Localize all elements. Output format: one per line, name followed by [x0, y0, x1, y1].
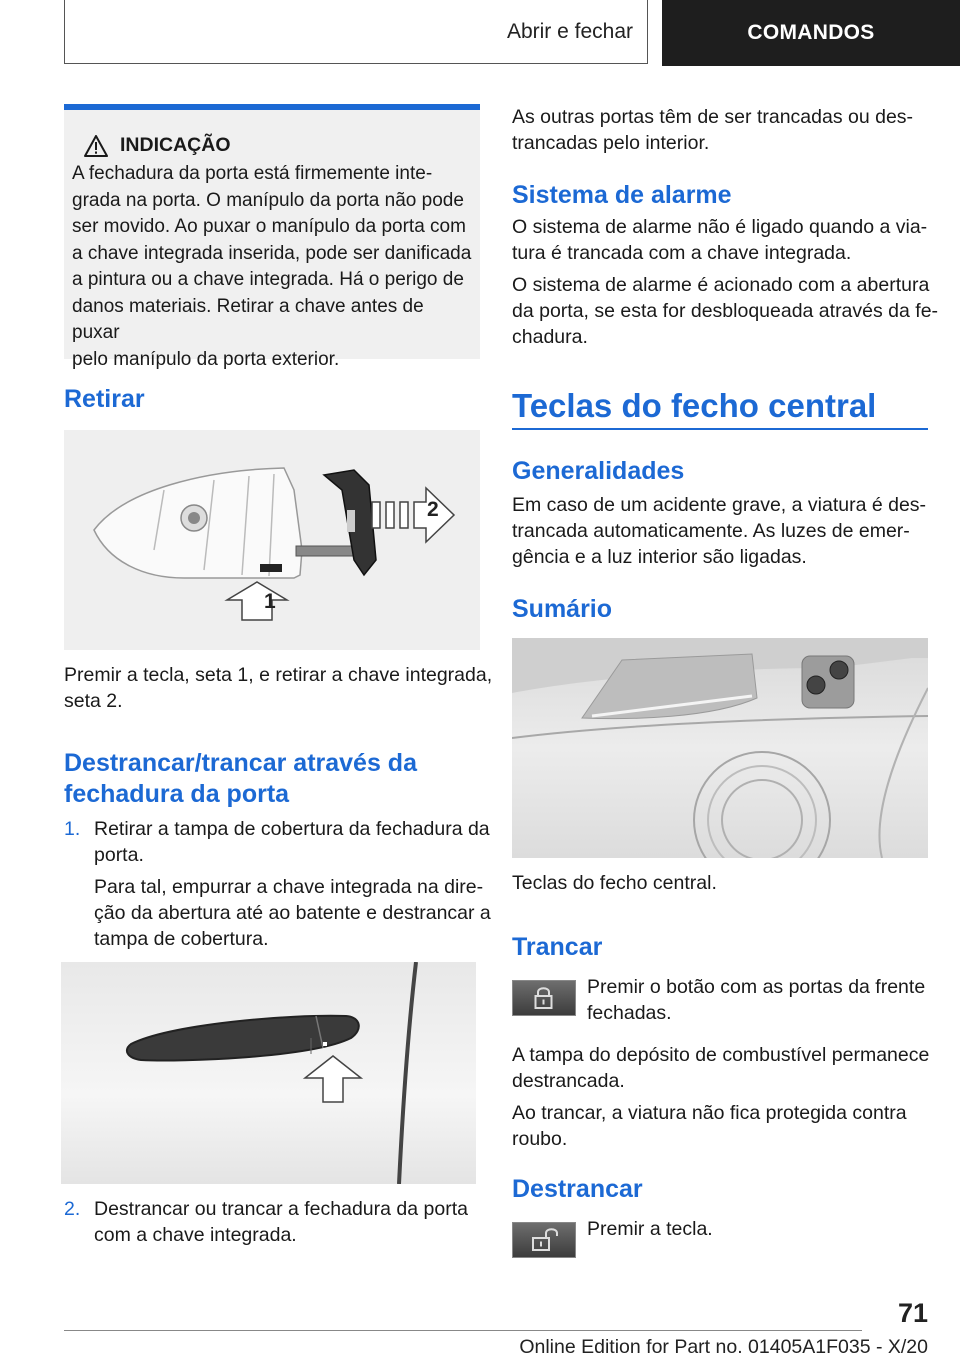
step-sub-text: Para tal, empurrar a chave integrada na dire- [94, 876, 484, 898]
alarme-line: da porta, se esta for desbloqueada através da fe- [512, 300, 939, 322]
heading-destrancar: Destrancar [512, 1175, 643, 1203]
alarme-line: O sistema de alarme não é ligado quando a via- [512, 216, 928, 238]
header-section: Abrir e fechar [506, 19, 633, 43]
step-number: 2. [64, 1198, 81, 1220]
heading-alarme: Sistema de alarme [512, 181, 732, 209]
warning-line: A fechadura da porta está firmemente inte- [72, 163, 433, 184]
heading-teclas: Teclas do fecho central [512, 387, 877, 424]
door-handle-illustration [61, 962, 476, 1184]
heading-retirar: Retirar [64, 385, 145, 413]
warning-line: danos materiais. Retirar a chave antes de puxar [72, 295, 424, 343]
header-chapter: COMANDOS [747, 21, 875, 44]
alarme-line: tura é trancada com a chave integrada. [512, 242, 852, 264]
generalidades-line: gência e a luz interior são ligadas. [512, 546, 807, 568]
trancar-p3-line: roubo. [512, 1128, 568, 1150]
warning-line: pelo manípulo da porta exterior. [72, 348, 340, 370]
generalidades-line: Em caso de um acidente grave, a viatura é des- [512, 494, 927, 516]
lock-icon [513, 981, 574, 1014]
footer-edition: Online Edition for Part no. 01405A1F035 - X/20 [519, 1336, 928, 1358]
door-panel-illustration [512, 638, 928, 858]
warning-line: ser movido. Ao puxar o manípulo da porta com [72, 216, 466, 237]
title-rule [512, 428, 928, 430]
step-1 [64, 816, 490, 842]
warning-line: a pintura ou a chave integrada. Há o perigo de [72, 269, 464, 290]
step-2 [64, 1196, 468, 1222]
intro-line: As outras portas têm de ser trancadas ou des- [512, 106, 914, 128]
trancar-line: Premir o botão com as portas da frente [587, 976, 926, 998]
unlock-icon [513, 1223, 574, 1256]
trancar-p2-line: A tampa do depósito de combustível permanece [512, 1044, 930, 1066]
heading-trancar: Trancar [512, 933, 603, 961]
alarme-line: O sistema de alarme é acionado com a abertura [512, 274, 930, 296]
trancar-p3-line: Ao trancar, a viatura não fica protegida contra [512, 1102, 907, 1124]
heading-sumario: Sumário [512, 595, 613, 623]
door-panel-svg [512, 638, 928, 858]
step-sub-text: ção da abertura até ao batente e destrancar a [94, 902, 491, 924]
key-illustration-svg [64, 430, 480, 650]
warning-line: grada na porta. O manípulo da porta não pode [72, 189, 464, 211]
warning-title-row [84, 134, 472, 157]
warning-line: a chave integrada inserida, pode ser danificada [72, 242, 472, 264]
header-chapter-tab [662, 0, 960, 66]
step-text: porta. [94, 844, 144, 866]
door-handle-svg [61, 962, 476, 1184]
generalidades-line: trancada automaticamente. As luzes de emer- [512, 520, 910, 542]
step-number: 1. [64, 818, 81, 840]
retirar-caption-line: seta 2. [64, 690, 123, 712]
destrancar-text: Premir a tecla. [587, 1218, 713, 1240]
heading-destrancar-fechadura: Destrancar/trancar através da [64, 749, 417, 777]
step-text: Retirar a tampa de cobertura da fechadura da [94, 818, 490, 840]
intro-line: trancadas pelo interior. [512, 132, 710, 154]
warning-triangle-icon [84, 135, 108, 157]
step-text: com a chave integrada. [94, 1224, 297, 1246]
heading-destrancar-fechadura-2: fechadura da porta [64, 780, 290, 808]
trancar-p2-line: destrancada. [512, 1070, 625, 1092]
step-text: Destrancar ou trancar a fechadura da porta [94, 1198, 468, 1220]
footer-rule [64, 1330, 862, 1331]
step-sub-text: tampa de cobertura. [94, 928, 269, 950]
page-number: 71 [897, 1298, 928, 1328]
lock-button-icon [512, 980, 576, 1016]
warning-title: INDICAÇÃO [120, 134, 231, 156]
header-section-tab [64, 0, 648, 64]
unlock-button-icon [512, 1222, 576, 1258]
arrow-2-label: 2 [427, 498, 439, 521]
key-removal-illustration [64, 430, 480, 650]
warning-box [64, 104, 480, 370]
sumario-caption: Teclas do fecho central. [512, 872, 717, 894]
arrow-1-label: 1 [264, 590, 276, 613]
trancar-line: fechadas. [587, 1002, 672, 1024]
alarme-line: chadura. [512, 326, 588, 348]
retirar-caption-line: Premir a tecla, seta 1, e retirar a chave integrada, [64, 664, 493, 686]
heading-generalidades: Generalidades [512, 457, 685, 485]
